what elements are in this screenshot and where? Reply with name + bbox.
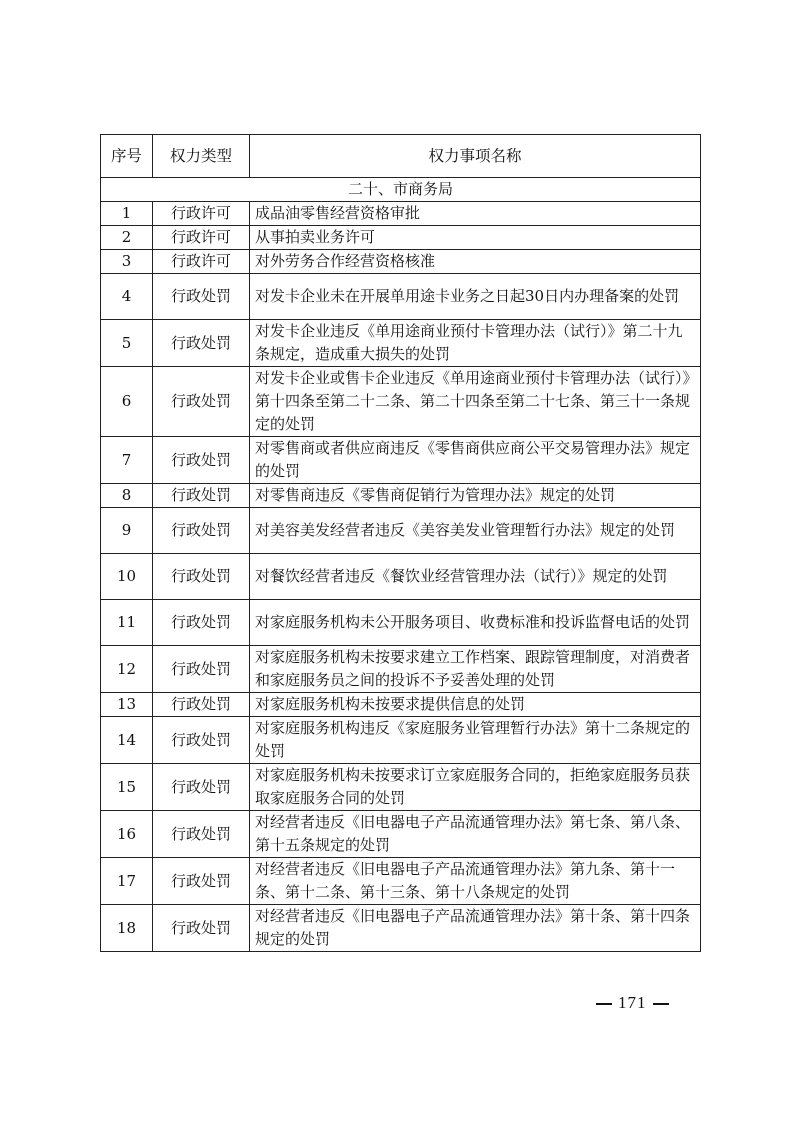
row-type-cell-text: 行政处罚 [170, 392, 231, 410]
row-name-cell-text: 成品油零售经营资格审批 [255, 204, 421, 222]
row-index-cell-text: 7 [121, 450, 132, 469]
row-name-cell-text: 对发卡企业未在开展单用途卡业务之日起30日内办理备案的处罚 [255, 287, 680, 305]
row-name-cell-text: 对餐饮经营者违反《餐饮业经营管理办法（试行）》规定的处罚 [255, 567, 668, 585]
page-number [590, 993, 675, 1013]
row-name-cell [250, 250, 701, 274]
row-index-cell [101, 226, 153, 250]
table-row [101, 320, 701, 367]
row-type-cell-text: 行政许可 [170, 252, 231, 270]
table-row [101, 811, 701, 858]
row-index-cell-text: 5 [121, 333, 132, 352]
row-type-cell [153, 646, 250, 693]
row-name-cell-text: 对零售商违反《零售商促销行为管理办法》规定的处罚 [255, 486, 616, 504]
row-type-cell [153, 226, 250, 250]
row-index-cell [101, 250, 153, 274]
table-row [101, 858, 701, 905]
row-name-cell [250, 484, 701, 508]
header-type: 权力类型 [153, 135, 250, 178]
table-row [101, 600, 701, 646]
row-name-cell [250, 202, 701, 226]
row-type-cell [153, 693, 250, 717]
row-index-cell [101, 693, 153, 717]
row-name-cell-text: 对外劳务合作经营资格核准 [255, 252, 436, 270]
table-row [101, 484, 701, 508]
row-name-cell-text: 对家庭服务机构未按要求提供信息的处罚 [255, 695, 526, 713]
row-name-cell-text: 从事拍卖业务许可 [255, 228, 376, 246]
row-type-cell-text: 行政处罚 [170, 521, 231, 539]
header-index: 序号 [101, 135, 153, 178]
row-name-cell [250, 320, 701, 367]
row-name-cell-text: 对经营者违反《旧电器电子产品流通管理办法》第十条、第十四条规定的处罚 [255, 907, 691, 948]
row-index-cell [101, 274, 153, 320]
page-number-left-dash [596, 1003, 612, 1004]
row-type-cell-text: 行政处罚 [170, 567, 231, 585]
row-index-cell-text: 3 [121, 252, 132, 270]
section-row [101, 178, 701, 202]
row-index-cell-text: 17 [116, 871, 137, 890]
table-row [101, 905, 701, 952]
row-type-cell-text: 行政处罚 [170, 659, 231, 678]
row-name-cell [250, 693, 701, 717]
row-name-cell [250, 437, 701, 484]
row-index-cell [101, 202, 153, 226]
row-index-cell-text: 4 [121, 287, 132, 305]
row-type-cell-text: 行政处罚 [170, 730, 231, 749]
row-type-cell-text: 行政许可 [170, 204, 231, 222]
row-index-cell [101, 554, 153, 600]
row-index-cell [101, 858, 153, 905]
row-index-cell [101, 508, 153, 554]
table-row [101, 764, 701, 811]
row-index-cell-text: 1 [121, 204, 132, 222]
row-type-cell [153, 858, 250, 905]
row-name-cell [250, 858, 701, 905]
row-index-cell-text: 9 [121, 521, 132, 539]
table-row [101, 717, 701, 764]
row-type-cell [153, 764, 250, 811]
row-type-cell [153, 811, 250, 858]
table-header-row [101, 135, 701, 178]
row-index-cell-text: 16 [116, 824, 137, 843]
row-index-cell [101, 905, 153, 952]
row-index-cell [101, 646, 153, 693]
row-name-cell [250, 811, 701, 858]
row-name-cell-text: 对家庭服务机构未公开服务项目、收费标准和投诉监督电话的处罚 [255, 613, 691, 631]
row-type-cell [153, 367, 250, 437]
row-index-cell-text: 11 [116, 613, 137, 631]
row-type-cell [153, 554, 250, 600]
row-name-cell [250, 554, 701, 600]
row-index-cell [101, 320, 153, 367]
row-type-cell [153, 600, 250, 646]
row-name-cell [250, 274, 701, 320]
row-type-cell [153, 717, 250, 764]
row-type-cell-text: 行政处罚 [170, 486, 231, 504]
row-index-cell-text: 2 [121, 228, 132, 246]
row-type-cell [153, 202, 250, 226]
row-index-cell [101, 600, 153, 646]
row-name-cell [250, 508, 701, 554]
row-name-cell [250, 600, 701, 646]
row-type-cell [153, 905, 250, 952]
row-name-cell [250, 226, 701, 250]
row-type-cell-text: 行政许可 [170, 228, 231, 246]
row-type-cell-text: 行政处罚 [170, 871, 231, 890]
row-index-cell [101, 367, 153, 437]
row-name-cell-text: 对美容美发经营者违反《美容美发业管理暂行办法》规定的处罚 [255, 521, 676, 539]
row-name-cell [250, 905, 701, 952]
row-type-cell-text: 行政处罚 [170, 695, 231, 713]
row-name-cell-text: 对家庭服务机构未按要求建立工作档案、跟踪管理制度，对消费者和家庭服务员之间的投诉不予妥善处理的处罚 [255, 648, 691, 689]
row-index-cell-text: 18 [116, 918, 137, 937]
table-row [101, 646, 701, 693]
row-type-cell-text: 行政处罚 [170, 613, 231, 631]
table-row [101, 367, 701, 437]
row-index-cell-text: 6 [121, 392, 132, 410]
table-row [101, 226, 701, 250]
table-row [101, 693, 701, 717]
power-items-table [100, 134, 701, 952]
row-name-cell-text: 对零售商或者供应商违反《零售商供应商公平交易管理办法》规定的处罚 [255, 439, 691, 480]
table-row [101, 202, 701, 226]
row-type-cell-text: 行政处罚 [170, 287, 231, 305]
row-index-cell [101, 437, 153, 484]
row-name-cell-text: 对经营者违反《旧电器电子产品流通管理办法》第九条、第十一条、第十二条、第十三条、第十八条规定的处罚 [255, 860, 676, 901]
row-index-cell-text: 13 [116, 695, 137, 713]
row-type-cell-text: 行政处罚 [170, 918, 231, 937]
table-row [101, 508, 701, 554]
row-name-cell [250, 717, 701, 764]
row-type-cell [153, 437, 250, 484]
table-row [101, 250, 701, 274]
row-type-cell [153, 508, 250, 554]
header-name: 权力事项名称 [250, 135, 701, 178]
row-index-cell-text: 8 [121, 486, 132, 504]
row-type-cell [153, 484, 250, 508]
row-index-cell-text: 12 [116, 659, 137, 678]
row-name-cell [250, 646, 701, 693]
row-name-cell-text: 对家庭服务机构违反《家庭服务业管理暂行办法》第十二条规定的处罚 [255, 719, 691, 760]
page-number-value: 171 [618, 993, 647, 1012]
row-name-cell-text: 对发卡企业违反《单用途商业预付卡管理办法（试行）》第二十九条规定，造成重大损失的处罚 [255, 322, 683, 363]
row-type-cell-text: 行政处罚 [170, 333, 231, 352]
row-type-cell [153, 320, 250, 367]
row-index-cell-text: 14 [116, 730, 137, 749]
row-index-cell [101, 811, 153, 858]
row-name-cell [250, 367, 701, 437]
row-type-cell [153, 250, 250, 274]
row-name-cell-text: 对家庭服务机构未按要求订立家庭服务合同的，拒绝家庭服务员获取家庭服务合同的处罚 [255, 766, 691, 807]
section-title: 二十、市商务局 [101, 178, 701, 202]
table-row [101, 554, 701, 600]
row-index-cell [101, 484, 153, 508]
row-index-cell [101, 764, 153, 811]
row-index-cell [101, 717, 153, 764]
table-row [101, 274, 701, 320]
row-type-cell-text: 行政处罚 [170, 777, 231, 796]
row-type-cell-text: 行政处罚 [170, 450, 231, 469]
page-number-right-dash [653, 1003, 669, 1004]
row-type-cell-text: 行政处罚 [170, 824, 231, 843]
row-index-cell-text: 10 [116, 567, 137, 585]
row-type-cell [153, 274, 250, 320]
row-name-cell [250, 764, 701, 811]
table-row [101, 437, 701, 484]
row-index-cell-text: 15 [116, 777, 137, 796]
row-name-cell-text: 对经营者违反《旧电器电子产品流通管理办法》第七条、第八条、第十五条规定的处罚 [255, 813, 691, 854]
row-name-cell-text: 对发卡企业或售卡企业违反《单用途商业预付卡管理办法（试行）》第十四条至第二十二条、第二十四条至第二十七条、第三十一条规定的处罚 [255, 369, 691, 433]
